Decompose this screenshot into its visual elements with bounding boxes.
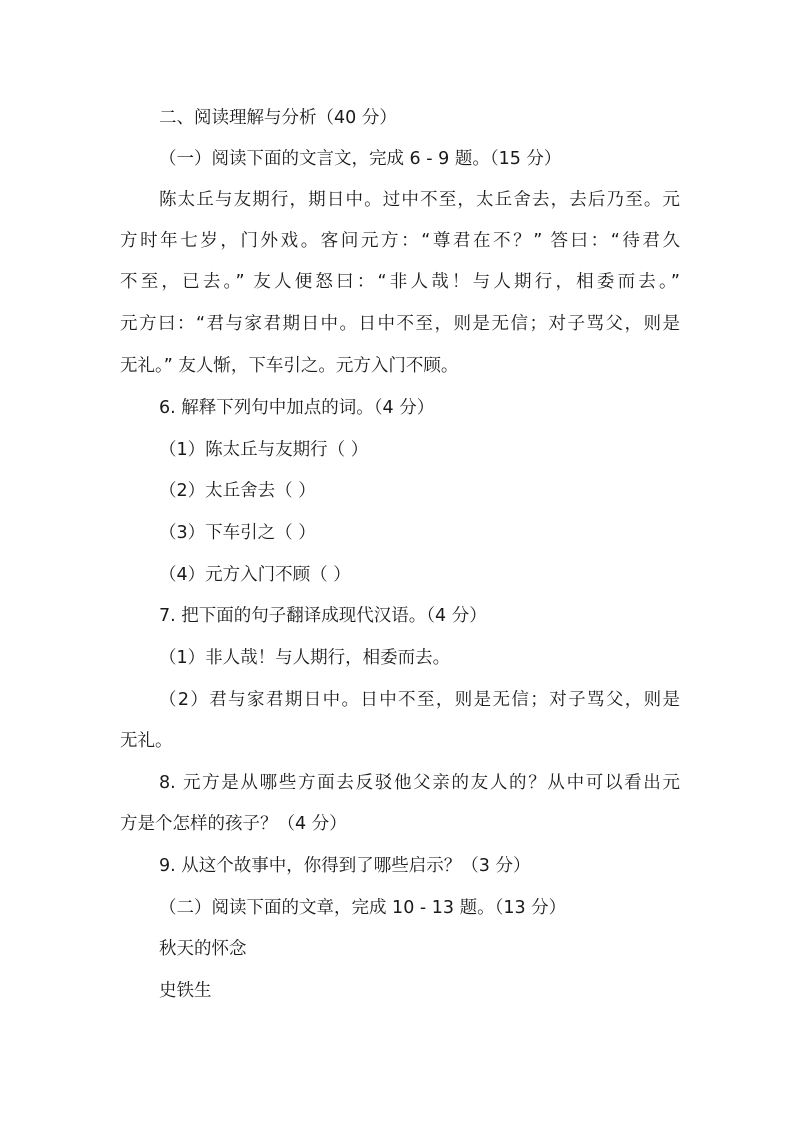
q7-title: 7. 把下面的句子翻译成现代汉语。（4 分） (159, 606, 487, 626)
q6-title: 6. 解释下列句中加点的词。（4 分） (159, 398, 435, 418)
q7-item-1: （1）非人哉！与人期行，相委而去。 (159, 648, 451, 668)
part1-heading: （一）阅读下面的文言文，完成 6 - 9 题。（15 分） (159, 149, 562, 169)
q6-item-1: （1）陈太丘与友期行（ ） (159, 440, 369, 460)
q7-item-2-line-1: （2）君与家君期日中。日中不至，则是无信；对子骂父，则是 (159, 690, 680, 710)
part2-heading: （二）阅读下面的文章，完成 10 - 13 题。（13 分） (159, 898, 567, 918)
passage-line-4: 元方曰：“君与家君期日中。日中不至，则是无信；对子骂父，则是 (120, 314, 680, 334)
q9-title: 9. 从这个故事中，你得到了哪些启示？（3 分） (159, 856, 531, 876)
article-title: 秋天的怀念 (159, 939, 247, 959)
q6-item-4: （4）元方入门不顾（ ） (159, 565, 351, 585)
article-author: 史铁生 (159, 981, 212, 1001)
passage-line-3: 不至，已去。” 友人便怒曰：“非人哉！与人期行，相委而去。” (120, 272, 680, 292)
passage-line-1: 陈太丘与友期行，期日中。过中不至，太丘舍去，去后乃至。元 (159, 190, 680, 210)
passage-line-2: 方时年七岁，门外戏。客问元方：“尊君在不？” 答曰：“待君久 (120, 231, 680, 251)
passage-line-5: 无礼。” 友人惭，下车引之。元方入门不顾。 (120, 356, 459, 376)
q6-item-2: （2）太丘舍去（ ） (159, 481, 316, 501)
q8-line-2: 方是个怎样的孩子？（4 分） (120, 814, 347, 834)
section-heading: 二、阅读理解与分析（40 分） (159, 108, 397, 128)
q6-item-3: （3）下车引之（ ） (159, 523, 316, 543)
q8-line-1: 8. 元方是从哪些方面去反驳他父亲的友人的？从中可以看出元 (159, 773, 680, 793)
q7-item-2-line-2: 无礼。 (120, 731, 173, 751)
